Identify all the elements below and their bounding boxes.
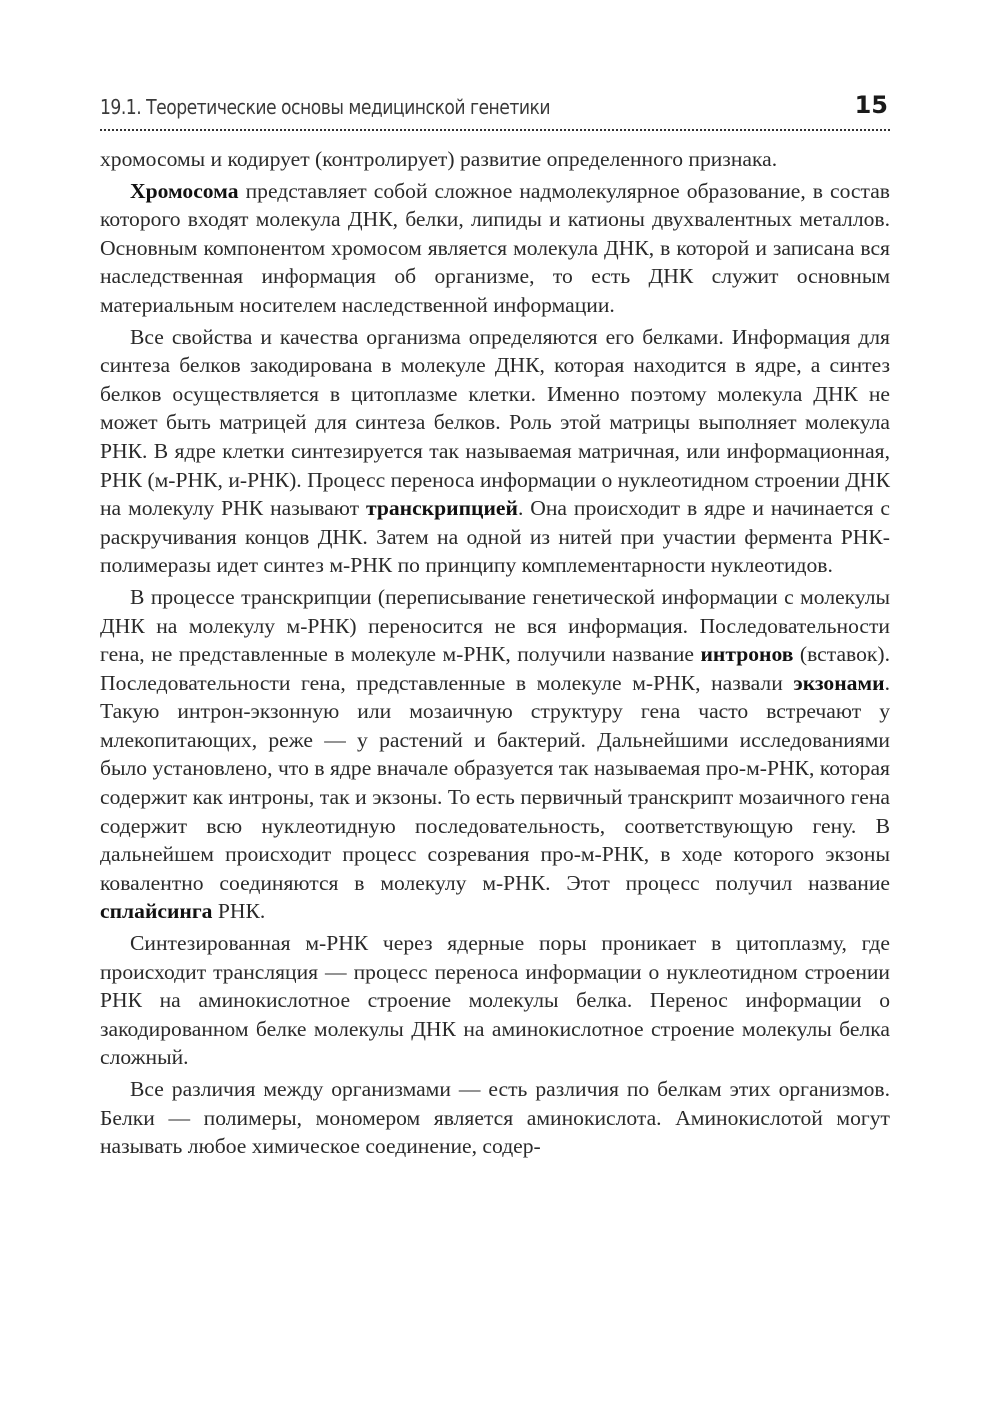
paragraph-transcription (100, 323, 890, 580)
paragraph-text: . Такую интрон-экзонную или мозаичную структуру гена часто встречают у млекопитающих, реже — у растений и бактерий. Дальнейшими исследованиями было установлено, что в ядре вначале образуется так называемая про-м-РНК, которая содержит как интроны, так и экзоны. То есть первичный транскрипт мозаичного гена содержит всю нуклеотидную последовательность, соответствующую гену. В дальнейшем происходит процесс созревания про-м-РНК, в ходе которого экзоны ковалентно соединяются в молекулу м-РНК. Этот процесс получил название (100, 670, 890, 895)
paragraph-text: хромосомы и кодирует (контролирует) развитие определенного признака. (100, 147, 778, 171)
book-page (100, 0, 890, 1420)
paragraph-proteins (100, 1075, 890, 1161)
term-introns: интронов (700, 642, 794, 667)
paragraph-continuation (100, 145, 890, 174)
body-text (100, 145, 890, 1164)
paragraph-translation (100, 929, 890, 1072)
paragraph-text: . Она происходит в ядре и начинается с раскручивания концов ДНК. Затем на одной из нитей при участии фермента РНК-полимеразы идет синтез м-РНК по принципу комплементарности нуклеотидов. (100, 496, 891, 578)
paragraph-text: Синтезированная м-РНК через ядерные поры проникает в цитоплазму, где происходит трансляция — процесс переноса информации о нуклеотидном строении РНК на аминокислотное строение молекулы белка. Перенос информации о закодированном белке молекулы ДНК на аминокислотное строение молекулы белка сложный. (100, 931, 890, 1070)
paragraph-text: (вставок). Последовательности гена, представленные в молекуле м-РНК, назвали (100, 642, 890, 695)
paragraph-chromosome (100, 177, 890, 320)
running-header (100, 89, 890, 131)
paragraph-text: Все свойства и качества организма определяются его белками. Информация для синтеза белков закодирована в молекуле ДНК, которая находится в ядре, а синтез белков осуществляется в цитоплазме клетки. Именно поэтому молекула ДНК не может быть матрицей для синтеза белков. Роль этой матрицы выполняет молекула РНК. В ядре клетки синтезируется так называемая матричная, или информационная, РНК (м-РНК, и-РНК). Процесс переноса информации о нуклеотидном строении ДНК на молекулу РНК называют (100, 324, 890, 521)
paragraph-introns-exons (100, 583, 890, 926)
paragraph-text: РНК. (212, 899, 266, 924)
term-chromosome: Хромосома (130, 178, 239, 203)
paragraph-text: В процессе транскрипции (переписывание генетической информации с молекулы ДНК на молекулу м-РНК) переносится не вся информация. Последовательности гена, не представленные в молекуле м-РНК, получили название (100, 584, 890, 667)
paragraph-text: представляет собой сложное надмолекулярное образование, в состав которого входят молекула ДНК, белки, липиды и катионы двухвалентных металлов. Основным компонентом хромосом является молекула ДНК, в которой и записана вся наследственная информация об организме, то есть ДНК служит основным материальным носителем наследственной информации. (100, 178, 890, 317)
term-transcription: транскрипцией (365, 496, 518, 521)
paragraph-text: Все различия между организмами — есть различия по белкам этих организмов. Белки — полимеры, мономером является аминокислота. Аминокислотой могут называть любое химическое соединение, содер- (100, 1077, 890, 1159)
term-splicing: сплайсинга (100, 899, 213, 924)
term-exons: экзонами (793, 670, 885, 695)
section-title: 19.1. Теоретические основы медицинской генетики (100, 95, 551, 119)
page-number: 15 (854, 91, 888, 119)
